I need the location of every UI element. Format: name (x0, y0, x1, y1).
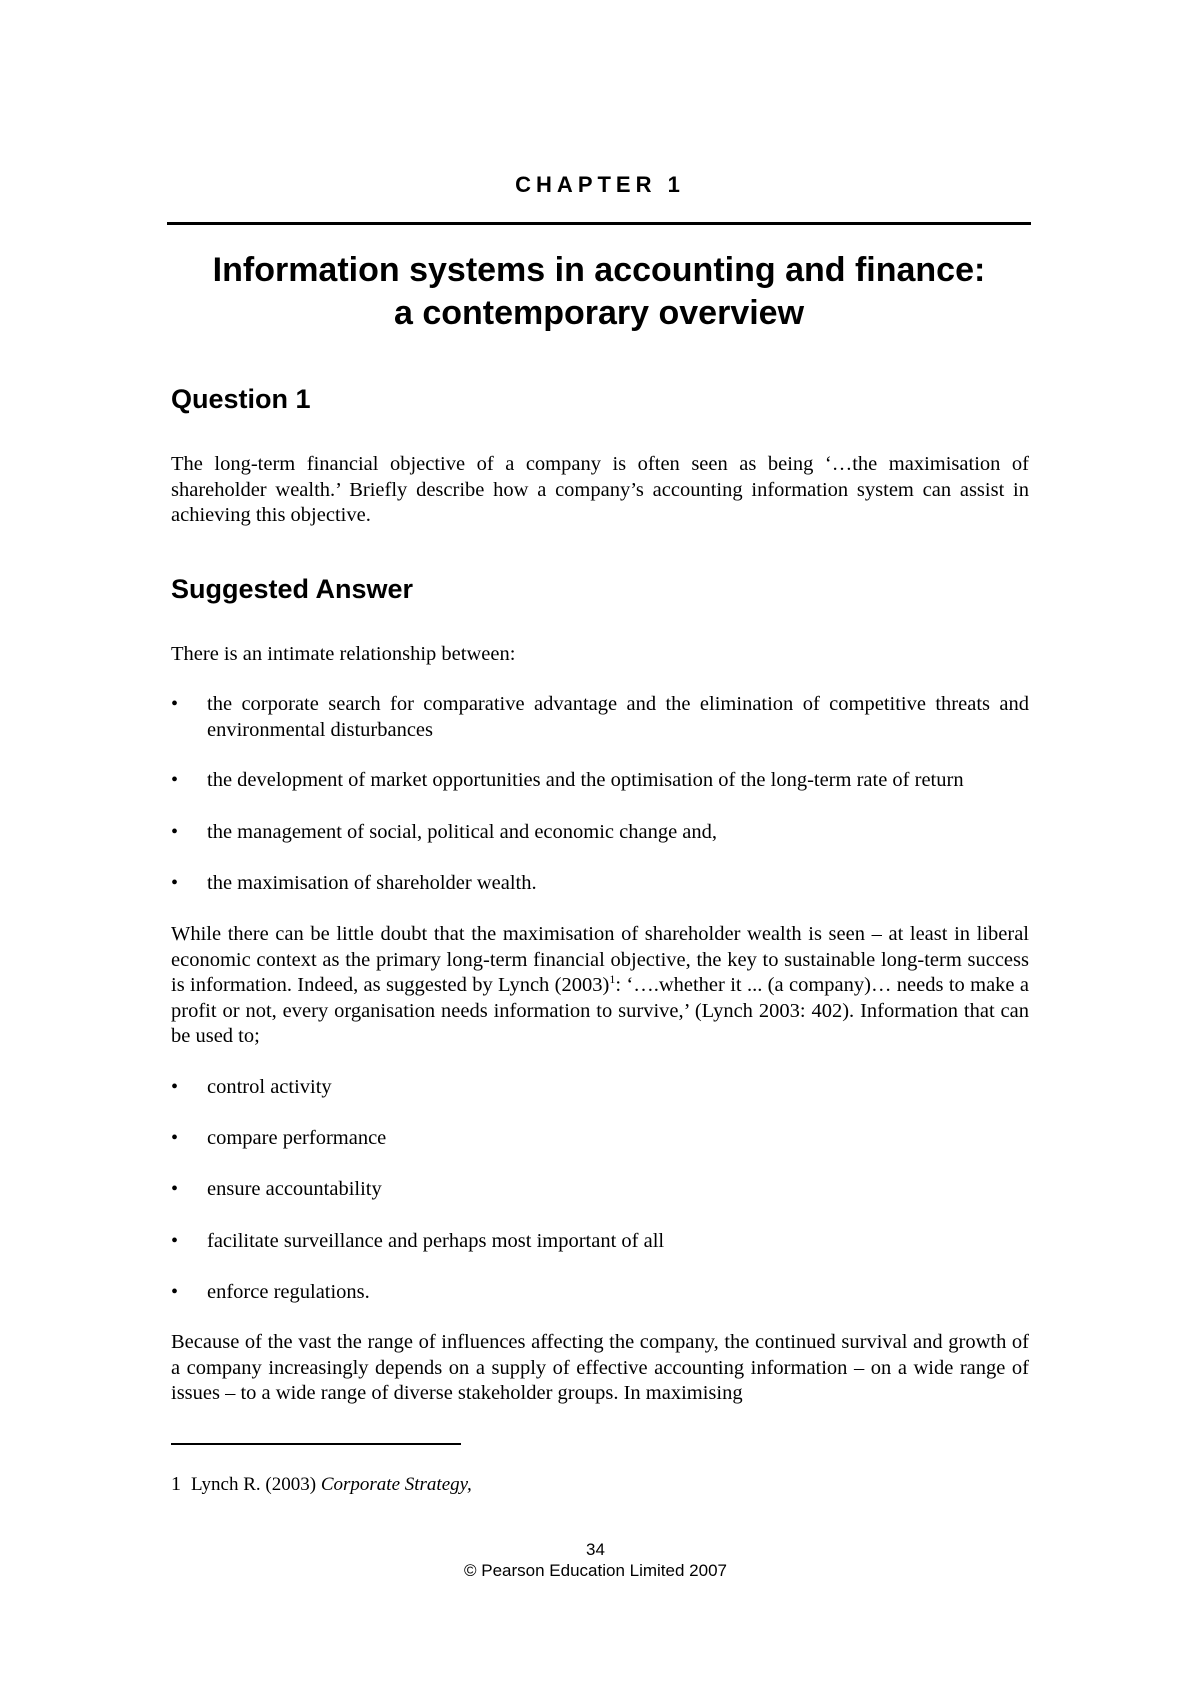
list-item (171, 768, 1029, 794)
list-item (171, 1229, 1029, 1255)
chapter-title (167, 249, 1031, 335)
list-item (171, 871, 1029, 897)
list-item-text: control activity (207, 1076, 332, 1098)
list-item (171, 1075, 1029, 1101)
list-item-text: enforce regulations. (207, 1281, 370, 1303)
question-text: The long-term financial objective of a company is often seen as being ‘…the maximisation of shareholder wealth.’ Briefly describe how a company’s accounting information system can assist in achieving this objective. (171, 453, 1029, 526)
footnote-divider (171, 1443, 461, 1445)
bullet-icon: • (171, 693, 179, 715)
list-item (171, 692, 1029, 743)
list-item (171, 1177, 1029, 1203)
list-item-text: facilitate surveillance and perhaps most important of all (207, 1230, 665, 1252)
bullet-icon: • (171, 1178, 179, 1200)
answer-intro: There is an intimate relationship between: (171, 643, 516, 665)
footnote-number: 1 (171, 1473, 181, 1495)
list-item (171, 1280, 1029, 1306)
chapter-title-line-2: a contemporary overview (393, 294, 805, 332)
footnote-reference[interactable]: 1 (609, 972, 616, 987)
list-item-text: ensure accountability (207, 1178, 382, 1200)
list-item (171, 820, 1029, 846)
bullet-icon: • (171, 1076, 179, 1098)
answer-paragraph-3: Because of the vast the range of influences affecting the company, the continued survival and growth of a company increasingly depends on a supply of effective accounting information – on a wide range of issues – to a wide range of diverse stakeholder groups. In maximising (171, 1331, 1029, 1404)
answer-paragraph-2 (171, 922, 1029, 1050)
list-item-text: the development of market opportunities and the optimisation of the long-term rate of return (207, 769, 964, 791)
chapter-title-line-1: Information systems in accounting and finance: (212, 251, 986, 289)
list-item-text: the management of social, political and economic change and, (207, 821, 718, 843)
page-number: 34 (586, 1540, 605, 1559)
list-item-text: the maximisation of shareholder wealth. (207, 872, 537, 894)
bullet-icon: • (171, 1127, 179, 1149)
footnote-author: Lynch R. (2003) (191, 1474, 317, 1495)
paragraph-text: : ‘….whether it ... (a company)… needs to make a profit or not, every organisation needs information to survive,’ (Lynch 2003: 402). Information that can be used to; (171, 974, 1029, 1047)
footnote-title: Corporate Strategy, (320, 1474, 472, 1495)
bullet-icon: • (171, 769, 179, 791)
list-item-text: compare performance (207, 1127, 387, 1149)
list-item (171, 1126, 1029, 1152)
footnote (171, 1472, 472, 1497)
bullet-icon: • (171, 821, 179, 843)
paragraph-text: While there can be little doubt that the maximisation of shareholder wealth is seen – at least in liberal economic context as the primary long-term financial objective, the key to sustainable long-term success is information. Indeed, as suggested by Lynch (2003) (171, 923, 1029, 996)
bullet-icon: • (171, 1281, 179, 1303)
chapter-label: CHAPTER 1 (515, 172, 685, 197)
copyright-notice: © Pearson Education Limited 2007 (464, 1561, 727, 1580)
answer-heading: Suggested Answer (171, 574, 414, 604)
list-item-text: the corporate search for comparative advantage and the elimination of competitive threats and environmental disturbances (207, 693, 1029, 741)
chapter-divider (167, 222, 1031, 225)
bullet-icon: • (171, 1230, 179, 1252)
bullet-icon: • (171, 872, 179, 894)
question-heading: Question 1 (171, 384, 311, 414)
